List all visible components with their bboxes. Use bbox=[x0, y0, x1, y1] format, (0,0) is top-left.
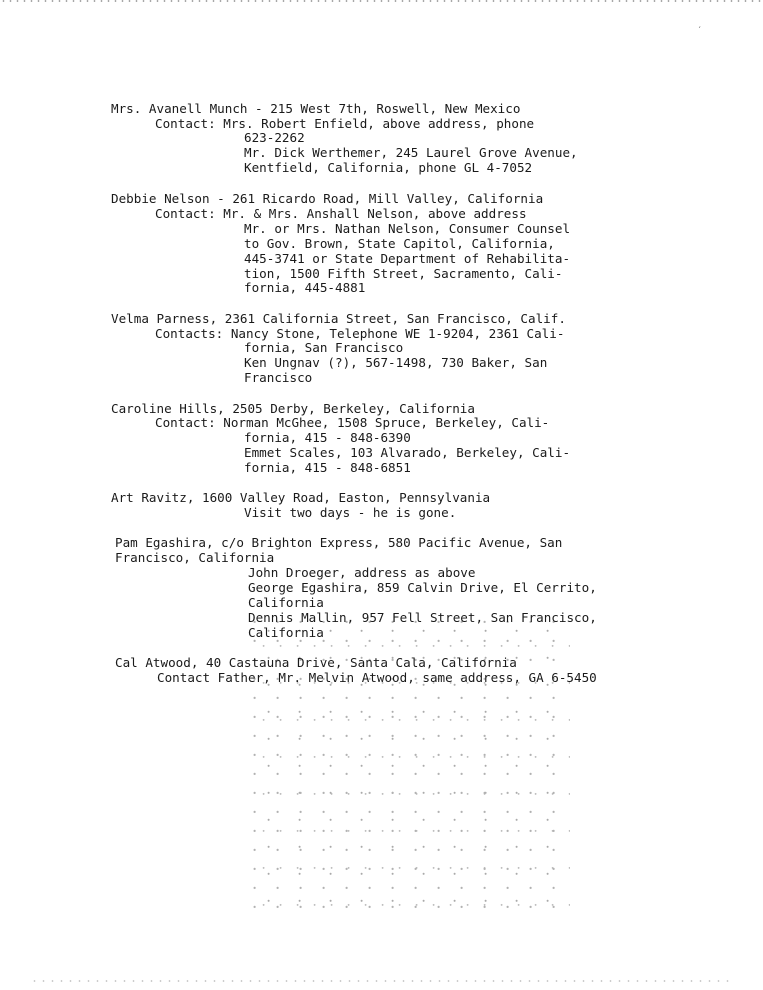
entry-heading-line: Caroline Hills, 2505 Derby, Berkeley, California bbox=[111, 401, 475, 416]
entry-detail-line: 445-3741 or State Department of Rehabilita- bbox=[244, 251, 571, 266]
entry-detail-line: fornia, 415 - 848-6390 bbox=[244, 430, 411, 445]
entry-detail-line: California bbox=[248, 625, 324, 640]
entry-detail-line: Kentfield, California, phone GL 4-7052 bbox=[244, 160, 533, 175]
entry-detail-line: Ken Ungnav (?), 567-1498, 730 Baker, San bbox=[244, 355, 548, 370]
entry-detail-line: fornia, 445-4881 bbox=[244, 280, 366, 295]
entry-detail-line: Dennis Mallin, 957 Fell Street, San Francisco, bbox=[248, 610, 597, 625]
entry-detail-line: fornia, San Francisco bbox=[244, 340, 404, 355]
entry-detail-line: Mr. Dick Werthemer, 245 Laurel Grove Avenue, bbox=[244, 145, 578, 160]
entry-detail-line: Francisco, California bbox=[115, 550, 275, 565]
entry-detail-line: fornia, 415 - 848-6851 bbox=[244, 460, 411, 475]
entry-detail-line: 623-2262 bbox=[244, 130, 305, 145]
entry-detail-line: Francisco bbox=[244, 370, 313, 385]
entry-heading-line: Pam Egashira, c/o Brighton Express, 580 Pacific Avenue, San bbox=[115, 535, 563, 550]
entry-detail-line: Contact: Norman McGhee, 1508 Spruce, Berkeley, Cali- bbox=[155, 415, 550, 430]
entry-detail-line: Visit two days - he is gone. bbox=[244, 505, 457, 520]
entry-detail-line: Emmet Scales, 103 Alvarado, Berkeley, Cali- bbox=[244, 445, 571, 460]
entry-detail-line: Contact: Mr. & Mrs. Anshall Nelson, above address bbox=[155, 206, 527, 221]
entry-detail-line: Contact Father, Mr. Melvin Atwood, same address, GA 6-5450 bbox=[157, 670, 597, 685]
entry-heading-line: Art Ravitz, 1600 Valley Road, Easton, Pennsylvania bbox=[111, 490, 491, 505]
entry-heading-line: Debbie Nelson - 261 Ricardo Road, Mill Valley, California bbox=[111, 191, 544, 206]
scan-bottom-edge bbox=[30, 980, 730, 982]
entry-heading-line: Mrs. Avanell Munch - 215 West 7th, Roswell, New Mexico bbox=[111, 101, 521, 116]
entry-detail-line: George Egashira, 859 Calvin Drive, El Cerrito, bbox=[248, 580, 597, 595]
scan-top-edge bbox=[0, 0, 763, 2]
entry-detail-line: to Gov. Brown, State Capitol, California, bbox=[244, 236, 555, 251]
entry-detail-line: California bbox=[248, 595, 324, 610]
entry-detail-line: Contact: Mrs. Robert Enfield, above address, phone bbox=[155, 116, 535, 131]
entry-heading-line: Velma Parness, 2361 California Street, San Francisco, Calif. bbox=[111, 311, 566, 326]
entry-detail-line: Mr. or Mrs. Nathan Nelson, Consumer Counsel bbox=[244, 221, 571, 236]
corner-mark: ′ bbox=[697, 26, 703, 36]
entry-detail-line: tion, 1500 Fifth Street, Sacramento, Cali- bbox=[244, 266, 563, 281]
entry-heading-line: Cal Atwood, 40 Castauna Drive, Santa Cala, California bbox=[115, 655, 517, 670]
entry-detail-line: Contacts: Nancy Stone, Telephone WE 1-9204, 2361 Cali- bbox=[155, 326, 565, 341]
entry-detail-line: John Droeger, address as above bbox=[248, 565, 476, 580]
